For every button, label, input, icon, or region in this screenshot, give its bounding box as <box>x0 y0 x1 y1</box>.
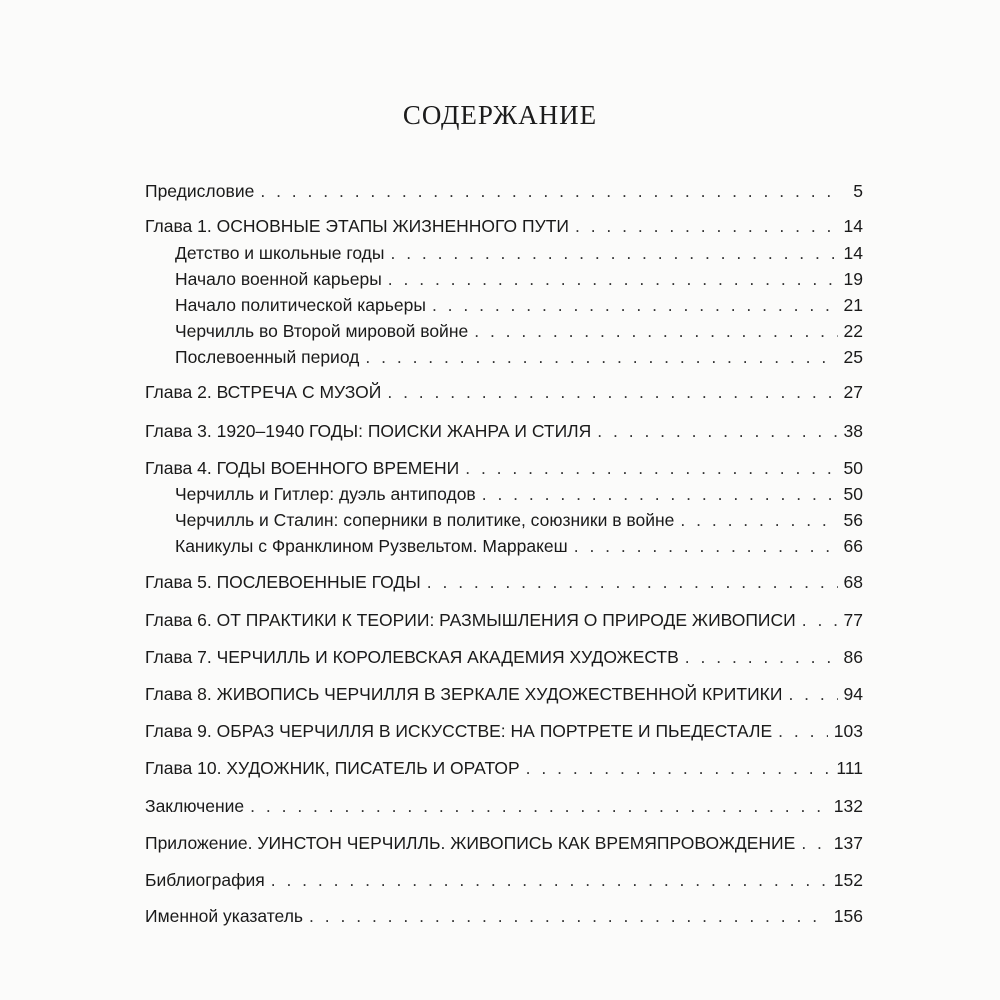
toc-entry-chapter-10 <box>145 757 863 779</box>
toc-entry-label: Глава 6. ОТ ПРАКТИКИ К ТЕОРИИ: РАЗМЫШЛЕНИЯ О ПРИРОДЕ ЖИВОПИСИ <box>145 610 796 630</box>
toc-page-number: 56 <box>843 510 863 530</box>
toc-entry-label: Предисловие <box>145 181 255 201</box>
toc-page-number: 77 <box>843 610 863 630</box>
toc-page-number: 22 <box>843 321 863 341</box>
toc-entry-label: Черчилль во Второй мировой войне <box>175 321 469 341</box>
toc-page-number: 137 <box>833 833 863 853</box>
toc-entry-label: Глава 9. ОБРАЗ ЧЕРЧИЛЛЯ В ИСКУССТВЕ: НА ПОРТРЕТЕ И ПЬЕДЕСТАЛЕ <box>145 721 773 741</box>
toc-entry-chapter-2 <box>145 381 863 403</box>
toc-entry-label: Глава 2. ВСТРЕЧА С МУЗОЙ <box>145 382 382 402</box>
dot-leader <box>465 457 837 479</box>
toc-entry-section <box>175 535 863 557</box>
toc-entry-preface <box>145 180 863 202</box>
toc-page-number: 156 <box>833 906 863 926</box>
toc-entry-label: Каникулы с Франклином Рузвельтом. Марракеш <box>175 536 568 556</box>
toc-entry-appendix <box>145 832 863 854</box>
toc-entry-chapter-8 <box>145 683 863 705</box>
toc-entry-chapter-1 <box>145 215 863 237</box>
toc-page-number: 103 <box>833 721 863 741</box>
toc-entry-label: Глава 8. ЖИВОПИСЬ ЧЕРЧИЛЛЯ В ЗЕРКАЛЕ ХУДОЖЕСТВЕННОЙ КРИТИКИ <box>145 684 783 704</box>
toc-entry-section <box>175 346 863 368</box>
toc-entry-label: Черчилль и Гитлер: дуэль антиподов <box>175 484 476 504</box>
toc-page-number: 25 <box>843 347 863 367</box>
dot-leader <box>309 905 828 927</box>
toc-page-number: 66 <box>843 536 863 556</box>
dot-leader <box>388 268 838 290</box>
toc-entry-conclusion <box>145 795 863 817</box>
toc-entry-label: Глава 3. 1920–1940 ГОДЫ: ПОИСКИ ЖАНРА И СТИЛЯ <box>145 421 592 441</box>
toc-entry-label: Глава 4. ГОДЫ ВОЕННОГО ВРЕМЕНИ <box>145 458 460 478</box>
toc-page-number: 152 <box>833 870 863 890</box>
dot-leader <box>482 483 838 505</box>
toc-page-number: 94 <box>843 684 863 704</box>
toc-entry-section <box>175 509 863 531</box>
toc-entry-label: Начало военной карьеры <box>175 269 382 289</box>
toc-entry-chapter-3 <box>145 420 863 442</box>
dot-leader <box>788 683 837 705</box>
toc-page-number: 111 <box>836 758 863 778</box>
toc-page-number: 27 <box>843 382 863 402</box>
toc-entry-section <box>175 294 863 316</box>
toc-entry-label: Приложение. УИНСТОН ЧЕРЧИЛЛЬ. ЖИВОПИСЬ КАК ВРЕМЯПРОВОЖДЕНИЕ <box>145 833 796 853</box>
toc-entry-chapter-9 <box>145 720 863 742</box>
toc-page-number: 132 <box>833 796 863 816</box>
toc-entry-chapter-5 <box>145 571 863 593</box>
dot-leader <box>427 571 838 593</box>
dot-leader <box>390 242 837 264</box>
toc-entry-section <box>175 242 863 264</box>
toc-page-number: 19 <box>843 269 863 289</box>
toc-page-number: 14 <box>843 243 863 263</box>
toc-page-number: 5 <box>853 181 863 201</box>
toc-entry-chapter-7 <box>145 646 863 668</box>
toc-entry-label: Черчилль и Сталин: соперники в политике, союзники в войне <box>175 510 675 530</box>
toc-entry-label: Именной указатель <box>145 906 304 926</box>
dot-leader <box>778 720 828 742</box>
dot-leader <box>574 535 838 557</box>
dot-leader <box>271 869 828 891</box>
toc-entry-label: Детство и школьные годы <box>175 243 385 263</box>
toc-page-number: 21 <box>843 295 863 315</box>
toc-entry-label: Начало политической карьеры <box>175 295 426 315</box>
toc-page-number: 86 <box>843 647 863 667</box>
dot-leader <box>685 646 838 668</box>
dot-leader <box>365 346 837 368</box>
dot-leader <box>680 509 837 531</box>
toc-page-number: 38 <box>843 421 863 441</box>
dot-leader <box>432 294 838 316</box>
toc-page-number: 50 <box>843 484 863 504</box>
toc-entry-label: Послевоенный период <box>175 347 360 367</box>
toc-entry-label: Глава 7. ЧЕРЧИЛЛЬ И КОРОЛЕВСКАЯ АКАДЕМИЯ ХУДОЖЕСТВ <box>145 647 679 667</box>
toc-entry-label: Глава 10. ХУДОЖНИК, ПИСАТЕЛЬ И ОРАТОР <box>145 758 520 778</box>
toc-entry-bibliography <box>145 869 863 891</box>
page-title: СОДЕРЖАНИЕ <box>402 100 598 130</box>
toc-page-number: 50 <box>843 458 863 478</box>
dot-leader <box>474 320 837 342</box>
dot-leader <box>526 757 831 779</box>
toc-entry-chapter-4 <box>145 457 863 479</box>
toc-entry-label: Заключение <box>145 796 245 816</box>
toc-page-number: 68 <box>843 572 863 592</box>
toc-entry-label: Библиография <box>145 870 265 890</box>
toc-page-number: 14 <box>843 216 863 236</box>
dot-leader <box>801 832 827 854</box>
toc-entry-label: Глава 1. ОСНОВНЫЕ ЭТАПЫ ЖИЗНЕННОГО ПУТИ <box>145 216 569 236</box>
dot-leader <box>260 180 839 202</box>
toc-entry-name-index <box>145 905 863 927</box>
dot-leader <box>802 609 838 631</box>
toc-entry-section <box>175 320 863 342</box>
toc-entry-label: Глава 5. ПОСЛЕВОЕННЫЕ ГОДЫ <box>145 572 421 592</box>
toc-entry-section <box>175 483 863 505</box>
dot-leader <box>250 795 828 817</box>
dot-leader <box>597 420 837 442</box>
dot-leader <box>575 215 838 237</box>
toc-entry-chapter-6 <box>145 609 863 631</box>
toc-entry-section <box>175 268 863 290</box>
dot-leader <box>387 381 837 403</box>
